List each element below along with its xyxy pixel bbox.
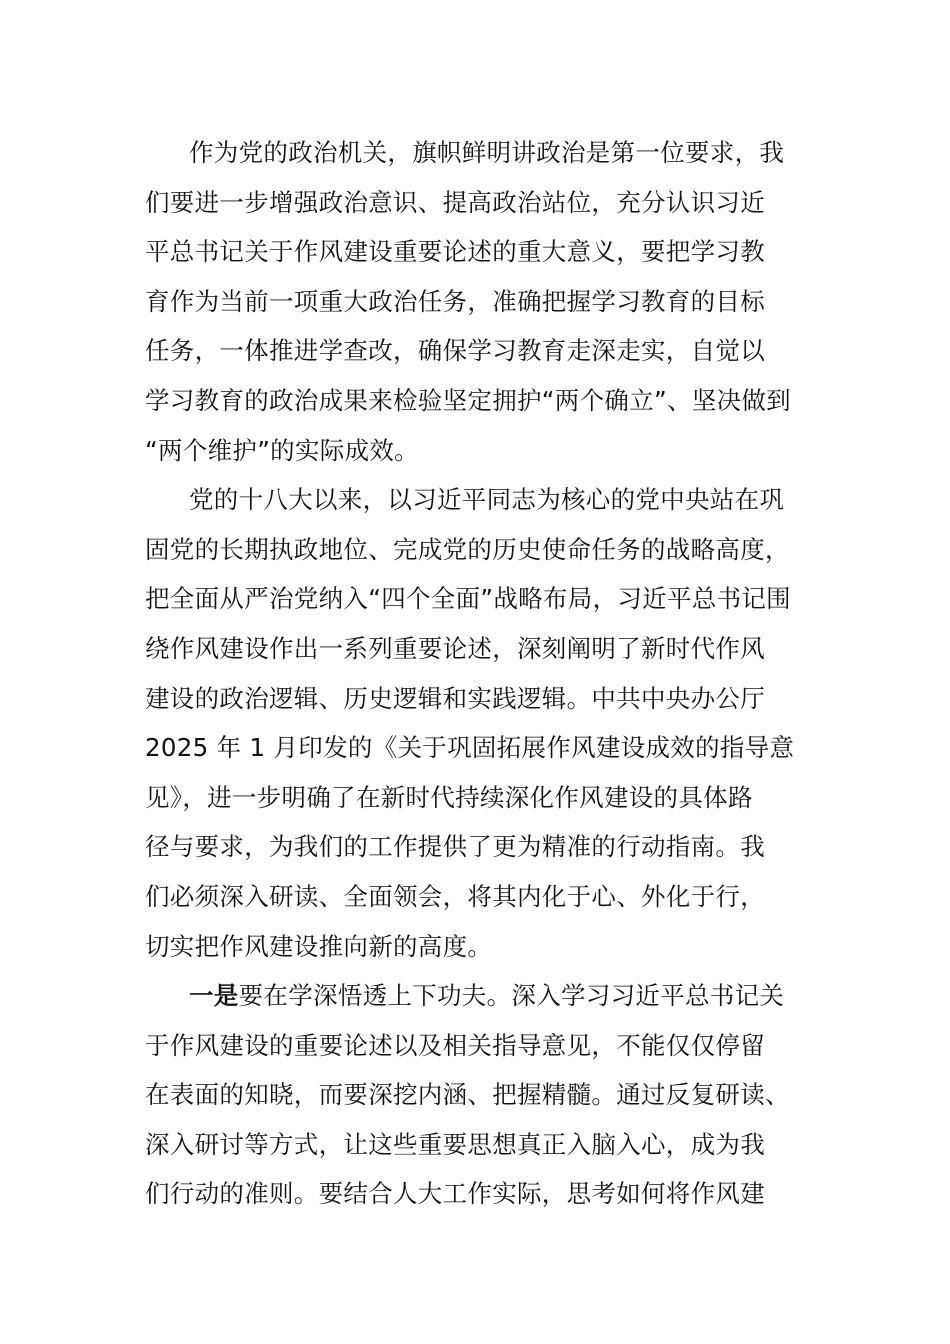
paragraph-3 <box>145 971 810 1219</box>
paragraph-line: 任务，一体推进学查改，确保学习教育走深走实，自觉以 <box>145 336 765 366</box>
paragraph-line: 平总书记关于作风建设重要论述的重大意义，要把学习教 <box>145 237 765 267</box>
paragraph-line: 建设的政治逻辑、历史逻辑和实践逻辑。中共中央办公厅 <box>145 683 765 713</box>
paragraph-line: 绕作风建设作出一系列重要论述，深刻阐明了新时代作风 <box>145 633 765 663</box>
paragraph-1 <box>145 128 810 475</box>
paragraph-line: 们必须深入研读、全面领会，将其内化于心、外化于行， <box>145 881 765 911</box>
paragraph-line: “两个维护”的实际成效。 <box>145 435 419 465</box>
paragraph-line: 于作风建设的重要论述以及相关指导意见，不能仅仅停留 <box>145 1030 765 1060</box>
paragraph-line: 深入研讨等方式，让这些重要思想真正入脑入心，成为我 <box>145 1129 765 1159</box>
paragraph-line: 们要进一步增强政治意识、提高政治站位，充分认识习近 <box>145 187 765 217</box>
paragraph-line: 育作为当前一项重大政治任务，准确把握学习教育的目标 <box>145 286 765 316</box>
paragraph-line: 学习教育的政治成果来检验坚定拥护“两个确立”、坚决做到 <box>145 385 791 415</box>
paragraph-line: 切实把作风建设推向新的高度。 <box>145 931 493 961</box>
paragraph-line: 党的十八大以来，以习近平同志为核心的党中央站在巩 <box>189 485 785 515</box>
document-body <box>145 128 810 1219</box>
paragraph-line: 在表面的知晓，而要深挖内涵、把握精髓。通过反复研读、 <box>145 1080 790 1110</box>
paragraph-line: 把全面从严治党纳入“四个全面”战略布局，习近平总书记围 <box>145 584 791 614</box>
paragraph-line: 们行动的准则。要结合人大工作实际，思考如何将作风建 <box>145 1179 765 1209</box>
paragraph-line: 固党的长期执政地位、完成党的历史使命任务的战略高度， <box>145 534 790 564</box>
paragraph-line: 径与要求，为我们的工作提供了更为精准的行动指南。我 <box>145 832 765 862</box>
paragraph-line <box>145 971 810 1021</box>
paragraph-line: 2025 年 1 月印发的《关于巩固拓展作风建设成效的指导意 <box>145 733 795 763</box>
paragraph-lead-rest: 要在学深悟透上下功夫。深入学习习近平总书记关 <box>238 981 785 1011</box>
paragraph-line: 见》，进一步明确了在新时代持续深化作风建设的具体路 <box>145 782 753 812</box>
paragraph-line: 作为党的政治机关，旗帜鲜明讲政治是第一位要求，我 <box>189 138 785 167</box>
paragraph-2 <box>145 475 810 971</box>
paragraph-lead-bold: 一是 <box>189 981 239 1011</box>
